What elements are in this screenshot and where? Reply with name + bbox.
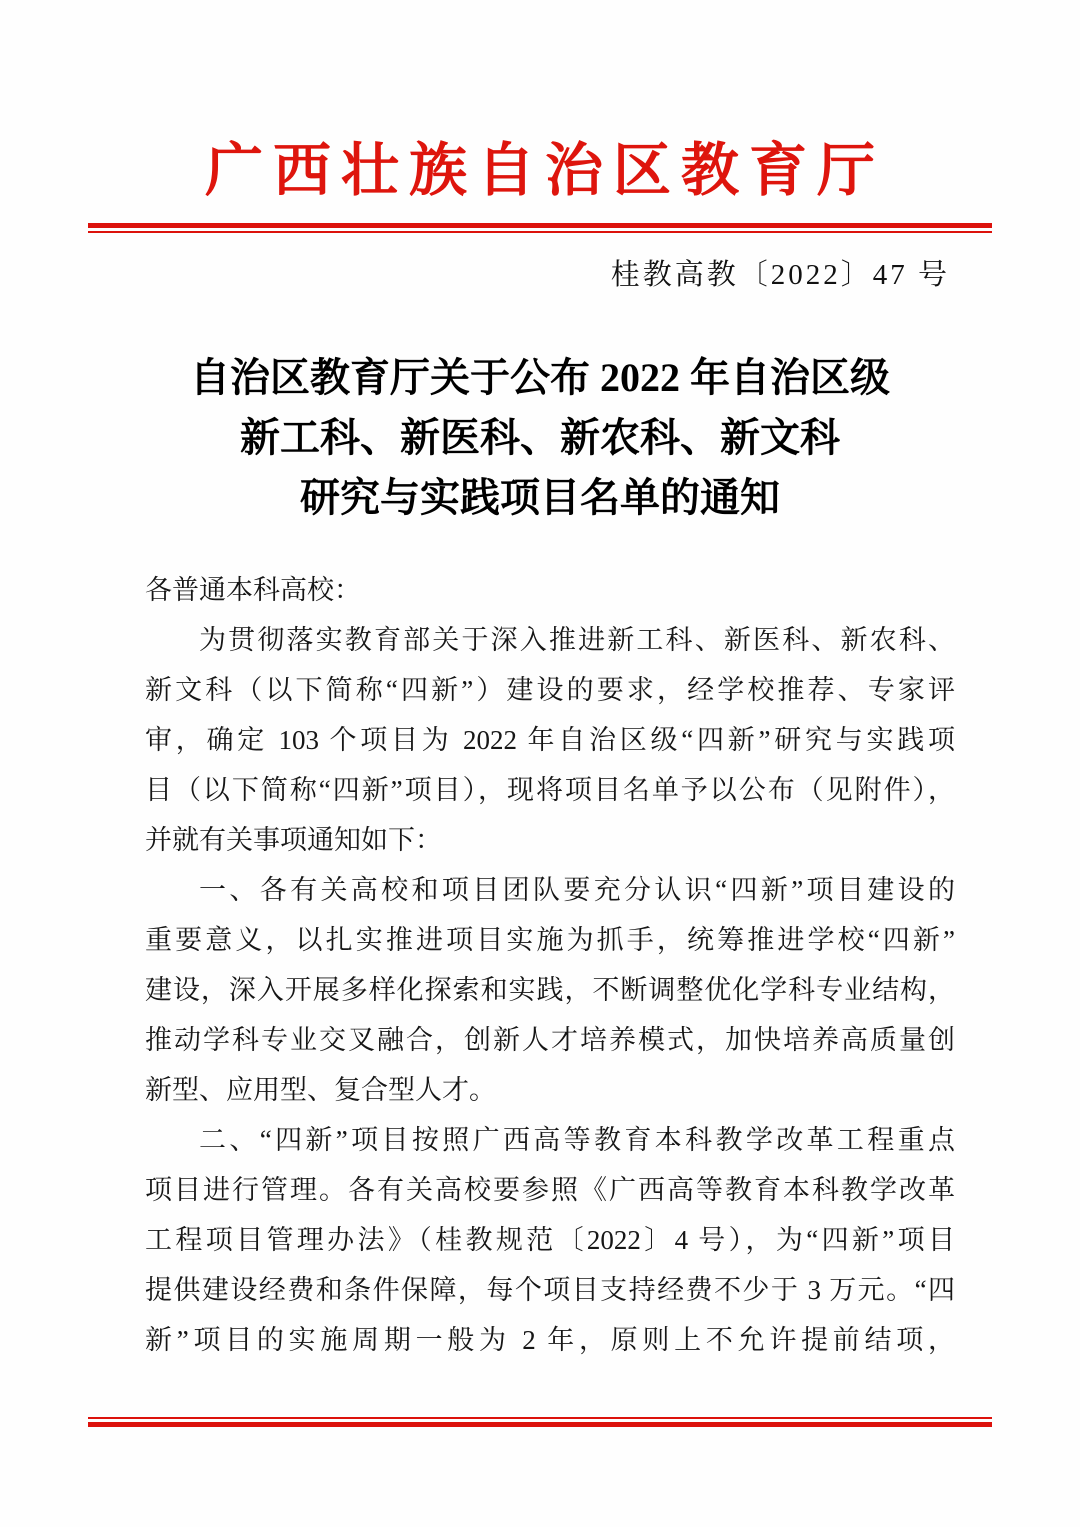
body-line-item-2: 二、“四新”项目按照广西高等教育本科教学改革工程重点 <box>199 1125 955 1155</box>
body-line: 重要意义，以扎实推进项目实施为抓手，统筹推进学校“四新” <box>145 925 955 955</box>
body-line: 工程项目管理办法》（桂教规范〔2022〕4 号），为“四新”项目 <box>145 1225 955 1255</box>
body-line: 新”项目的实施周期一般为 2 年，原则上不允许提前结项， <box>145 1325 955 1355</box>
body-line: 审，确定 103 个项目为 2022 年自治区级“四新”研究与实践项 <box>145 725 955 755</box>
notice-title-line-2: 新工科、新医科、新农科、新文科 <box>240 415 840 460</box>
body-line: 提供建设经费和条件保障，每个项目支持经费不少于 3 万元。“四 <box>145 1275 955 1305</box>
document-number: 桂教高教〔2022〕47 号 <box>610 259 950 291</box>
letterhead-divider <box>88 223 992 233</box>
body-line-item-1: 一、各有关高校和项目团队要充分认识“四新”项目建设的 <box>199 875 955 905</box>
agency-name: 广西壮族自治区教育厅 <box>204 138 885 203</box>
body-line-salutation: 各普通本科高校： <box>145 575 361 605</box>
notice-body <box>145 565 955 1365</box>
body-line: 项目进行管理。各有关高校要参照《广西高等教育本科教学改革 <box>145 1175 955 1205</box>
footer-divider <box>88 1417 992 1427</box>
body-line: 并就有关事项通知如下： <box>145 825 442 855</box>
body-line: 新型、应用型、复合型人才。 <box>145 1075 496 1105</box>
notice-title-line-1: 自治区教育厅关于公布 2022 年自治区级 <box>190 355 890 400</box>
body-line: 新文科（以下简称“四新”）建设的要求，经学校推荐、专家评 <box>145 675 955 705</box>
body-line: 目（以下简称“四新”项目），现将项目名单予以公布（见附件）， <box>145 775 955 805</box>
notice-title-line-3: 研究与实践项目名单的通知 <box>300 475 780 520</box>
body-line: 推动学科专业交叉融合，创新人才培养模式，加快培养高质量创 <box>145 1025 955 1055</box>
body-line: 为贯彻落实教育部关于深入推进新工科、新医科、新农科、 <box>199 625 955 655</box>
notice-title <box>0 348 1080 528</box>
body-line: 建设，深入开展多样化探索和实践，不断调整优化学科专业结构， <box>145 975 955 1005</box>
